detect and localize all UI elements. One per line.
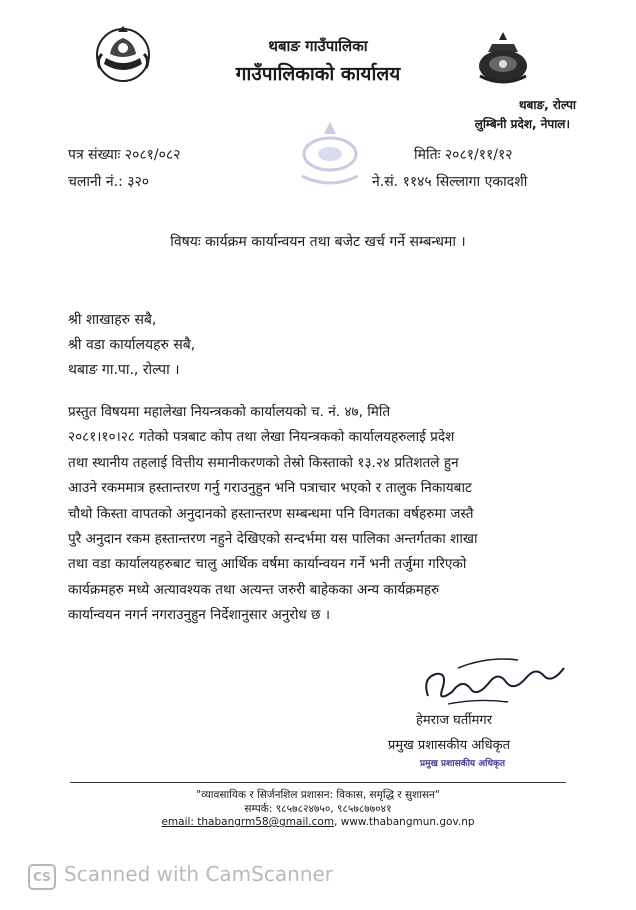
body-line: तथा वडा कार्यालयहरुबाट चालु आर्थिक वर्षमा कार्यान्वयन गर्ने भनी तर्जुमा गरिएको — [68, 556, 467, 573]
dispatch-number: चलानी नं.: ३२० — [68, 174, 150, 190]
body-line: कार्यान्वयन नगर्न नगराउनुहुन निर्देशानुसार अनुरोध छ । — [68, 607, 331, 624]
body-line: आउने रकममात्र हस्तान्तरण गर्नु गराउनुहुन भनि पत्राचार भएको र तालुक निकायबाट — [68, 480, 472, 497]
body-line: कार्यक्रमहरु मध्ये अत्यावश्यक तथा अत्यन्त जरुरी बाहेकका अन्य कार्यक्रमहरु — [68, 581, 440, 598]
footer-slogan: "व्यावसायिक र सिर्जनशिल प्रशासन: विकास, समृद्धि र सुशासन" — [196, 789, 440, 801]
signatory-name: हेमराज घर्तीमगर — [416, 713, 493, 728]
letter-body — [68, 400, 564, 629]
body-line: तथा स्थानीय तहलाई वित्तीय समानीकरणको तेस्रो किस्ताको १३.२४ प्रतिशतले हुन — [68, 454, 459, 471]
website-text: , www.thabangmun.gov.np — [334, 816, 475, 828]
recipient-line: श्री शाखाहरु सबै, — [68, 312, 157, 328]
letter-number: पत्र संख्याः २०८१/०८२ — [68, 147, 181, 163]
body-line: प्रस्तुत विषयमा महालेखा नियन्त्रकको कार्यालयको च. नं. ४७, मिति — [68, 404, 391, 420]
municipality-name: थबाङ गाउँपालिका — [268, 37, 368, 55]
recipient-line: थबाङ गा.पा., रोल्पा । — [68, 362, 180, 378]
body-line: पुरै अनुदान रकम हस्तान्तरण नहुने देखिएको सन्दर्भमा यस पालिका अन्तर्गतका शाखा — [68, 531, 478, 548]
letter-subject: विषयः कार्यक्रम कार्यान्वयन तथा बजेट खर्च गर्ने सम्बन्धमा । — [170, 234, 466, 250]
signatory-title: प्रमुख प्रशासकीय अधिकृत — [388, 738, 511, 753]
body-line: चौथो किस्ता वापतको अनुदानको हस्तान्तरण सम्बन्धमा पनि विगतका वर्षहरुमा जस्तै — [68, 505, 474, 522]
footer-divider — [70, 782, 566, 783]
nepal-sambat-date: ने.सं. ११४५ सिल्लागा एकादशी — [372, 174, 528, 190]
body-line: २०८१।१०।२८ गतेको पत्रबाट कोप तथा लेखा नियन्त्रकको कार्यालयहरुलाई प्रदेश — [68, 429, 455, 446]
email-link[interactable]: email: thabangrm58@gmail.com — [161, 816, 335, 828]
footer-web — [0, 816, 636, 828]
office-name: गाउँपालिकाको कार्यालय — [235, 63, 401, 85]
camscanner-watermark: Scanned with CamScanner — [64, 862, 333, 886]
footer-contact: सम्पर्क: ९८५७८२४७५०, ९८५७८७७०४१ — [244, 803, 392, 815]
letter-date: मितिः २०८१/११/१२ — [414, 147, 513, 163]
address-line-1: थबाङ, रोल्पा — [518, 98, 576, 112]
faint-seal-icon — [292, 118, 368, 198]
recipient-line: श्री वडा कार्यालयहरु सबै, — [68, 337, 196, 353]
handwritten-signature — [418, 648, 568, 710]
designation-stamp: प्रमुख प्रशासकीय अधिकृत — [420, 759, 506, 769]
camscanner-logo-icon: CS — [28, 864, 56, 890]
address-line-2: लुम्बिनी प्रदेश, नेपाल। — [474, 117, 570, 131]
